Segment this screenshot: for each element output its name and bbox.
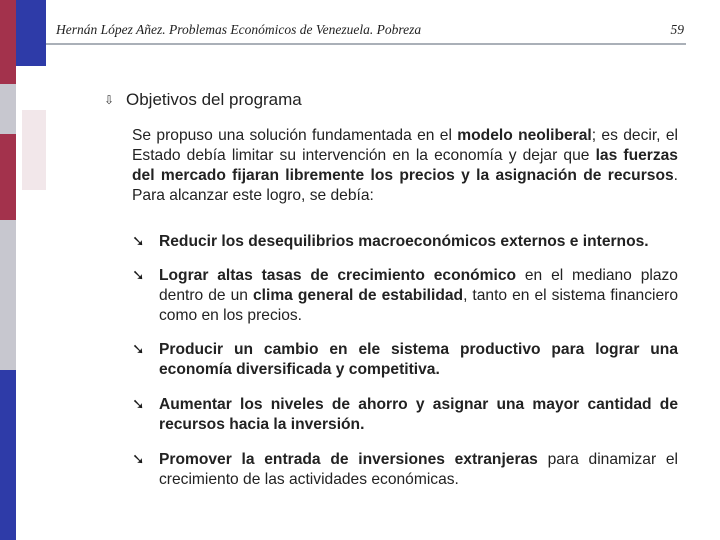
list-item-text bbox=[159, 341, 678, 378]
list-item bbox=[132, 232, 678, 252]
bold-text-run: Reducir los desequilibrios macroeconómicos externos e internos. bbox=[159, 233, 649, 250]
list-item-text bbox=[159, 451, 678, 488]
left-accent-bar-gray-lower bbox=[0, 220, 16, 370]
header-title: Hernán López Añez. Problemas Económicos de Venezuela. Pobreza bbox=[56, 22, 422, 37]
arrow-down-right-icon: ➘ bbox=[132, 451, 145, 468]
left-accent-bar-pink bbox=[22, 110, 46, 190]
page-number: 59 bbox=[670, 22, 684, 37]
bold-text-run: las fuerzas del mercado fijaran libremente los precios y la asignación de recursos bbox=[132, 147, 678, 184]
text-run: . Para alcanzar este logro, se debía: bbox=[132, 167, 678, 204]
section-heading bbox=[104, 90, 302, 110]
text-run: Se propuso una solución fundamentada en el bbox=[132, 127, 458, 144]
arrow-down-right-icon: ➘ bbox=[132, 396, 145, 413]
intro-paragraph bbox=[132, 126, 678, 206]
list-item bbox=[132, 266, 678, 326]
arrow-down-right-icon: ➘ bbox=[132, 233, 145, 250]
text-run: , tanto en el sistema financiero como en los precios. bbox=[159, 287, 679, 324]
header-divider bbox=[46, 43, 686, 45]
list-item-text bbox=[159, 396, 678, 433]
text-run: ; es decir, el Estado debía limitar su intervención en la economía y dejar que bbox=[132, 127, 678, 164]
bold-text-run: Producir un cambio en ele sistema productivo para lograr una economía diversificada y competitiva. bbox=[159, 341, 678, 378]
list-item-text bbox=[159, 233, 649, 250]
left-accent-bar-gray bbox=[0, 84, 16, 134]
bold-text-run: Promover la entrada de inversiones extranjeras bbox=[159, 451, 538, 468]
bold-text-run: clima general de estabilidad bbox=[252, 287, 464, 304]
arrow-down-right-icon: ➘ bbox=[132, 267, 145, 284]
bold-text-run: Lograr altas tasas de crecimiento económico bbox=[159, 267, 517, 284]
arrow-down-right-icon: ➘ bbox=[132, 341, 145, 358]
bold-text-run: Aumentar los niveles de ahorro y asignar una mayor cantidad de recursos hacia la inversión. bbox=[159, 396, 678, 433]
list-item bbox=[132, 450, 678, 490]
section-heading-text: Objetivos del programa bbox=[126, 90, 302, 109]
list-item bbox=[132, 340, 678, 380]
text-run: para dinamizar el crecimiento de las actividades económicas. bbox=[159, 451, 679, 488]
list-item-text bbox=[159, 267, 678, 324]
list-item bbox=[132, 395, 678, 435]
text-run: en el mediano plazo dentro de un bbox=[159, 267, 678, 304]
bold-text-run: modelo neoliberal bbox=[457, 127, 592, 144]
hollow-arrow-down-icon: ⇩ bbox=[104, 93, 115, 107]
slide-header bbox=[52, 20, 684, 44]
objectives-list bbox=[132, 232, 678, 505]
